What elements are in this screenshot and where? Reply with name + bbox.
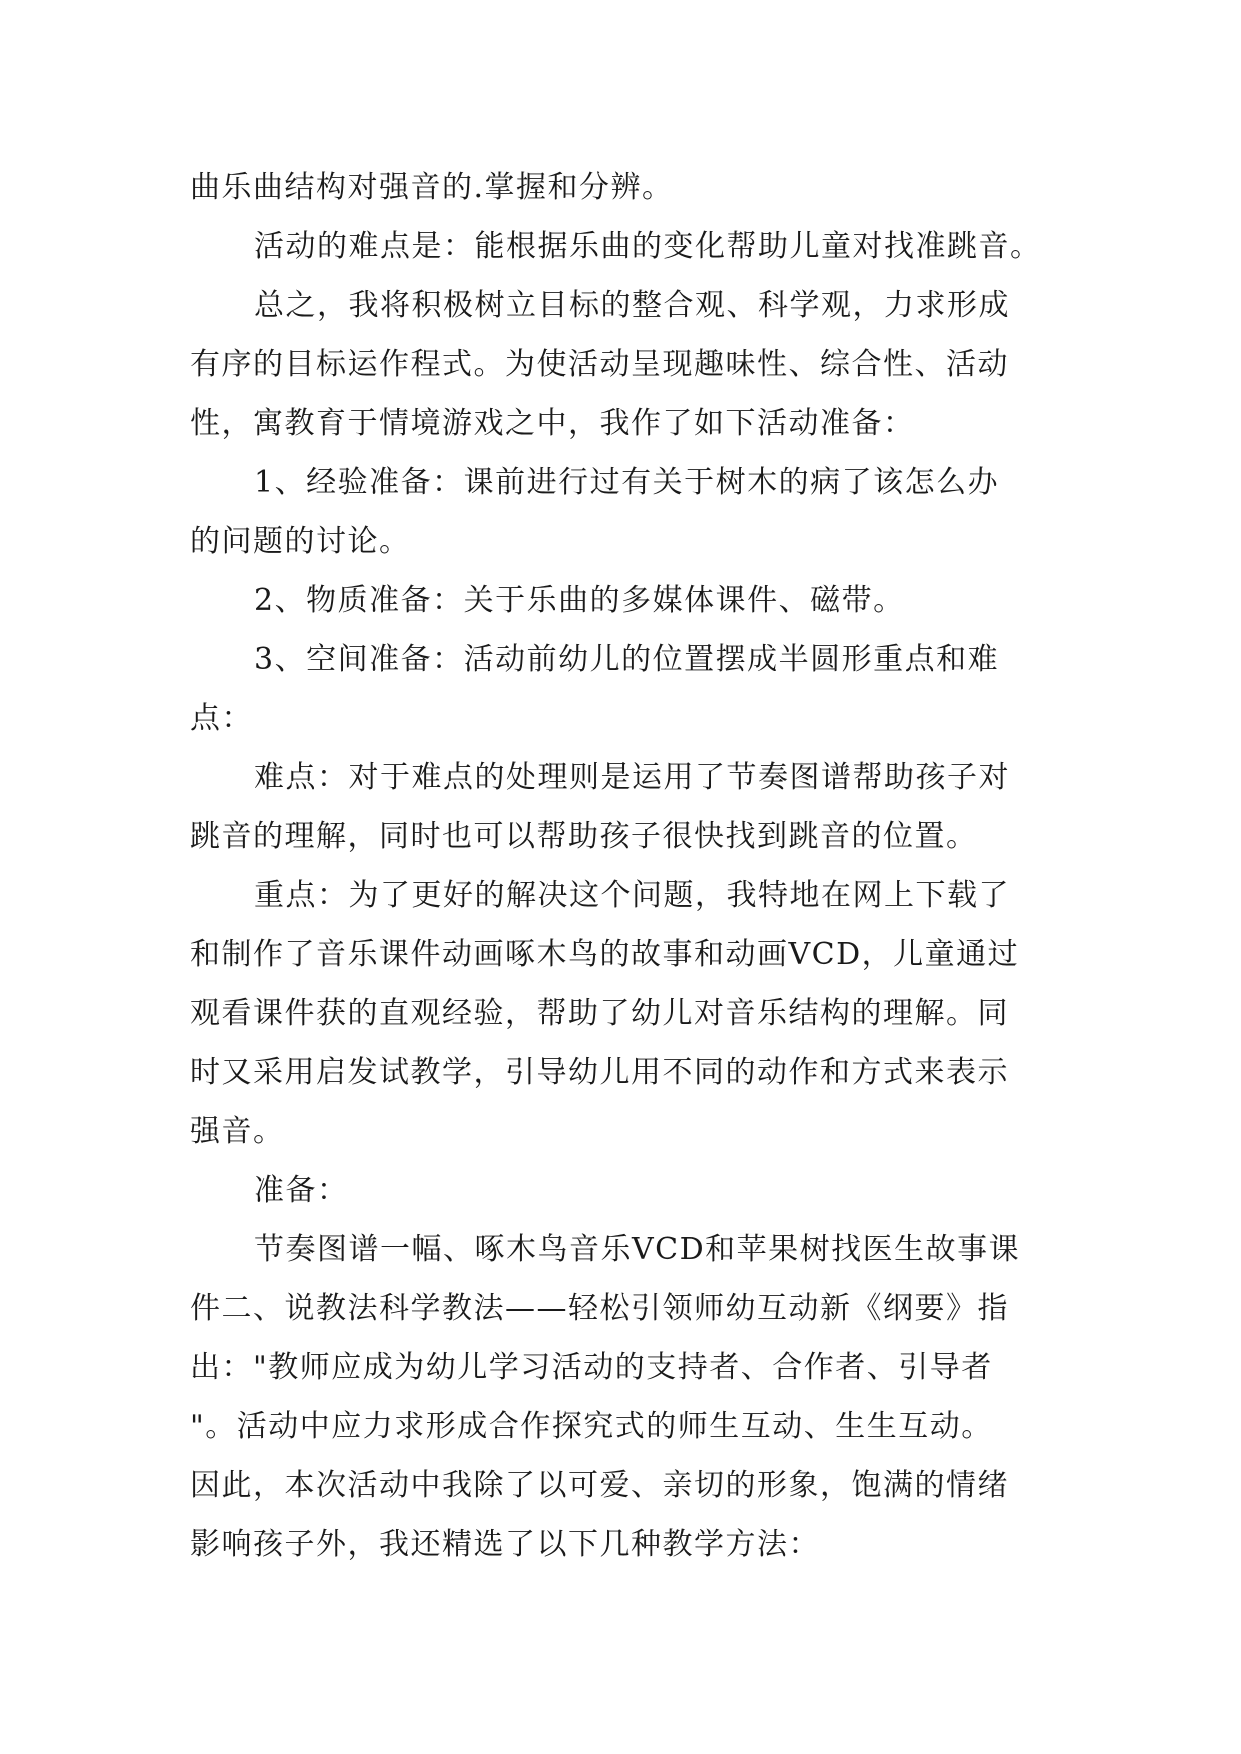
text-line: 影响孩子外，我还精选了以下几种教学方法： bbox=[190, 1527, 820, 1562]
text-line: "。活动中应力求形成合作探究式的师生互动、生生互动。 bbox=[190, 1409, 993, 1444]
text-line: 曲乐曲结构对强音的.掌握和分辨。 bbox=[190, 170, 674, 205]
text-line: 观看课件获的直观经验，帮助了幼儿对音乐结构的理解。同 bbox=[190, 996, 1009, 1031]
text-line: 跳音的理解，同时也可以帮助孩子很快找到跳音的位置。 bbox=[190, 819, 978, 854]
text-line: 难点：对于难点的处理则是运用了节奏图谱帮助孩子对 bbox=[254, 760, 1010, 795]
text-line: 1、经验准备：课前进行过有关于树木的病了该怎么办 bbox=[254, 465, 1000, 500]
text-line: 时又采用启发试教学，引导幼儿用不同的动作和方式来表示 bbox=[190, 1055, 1009, 1090]
text-line: 和制作了音乐课件动画啄木鸟的故事和动画VCD，儿童通过 bbox=[190, 937, 1020, 972]
text-line: 活动的难点是：能根据乐曲的变化帮助儿童对找准跳音。 bbox=[254, 229, 1042, 264]
document-body bbox=[190, 158, 1095, 1574]
text-line: 件二、说教法科学教法——轻松引领师幼互动新《纲要》指 bbox=[190, 1291, 1009, 1326]
text-line: 准备： bbox=[254, 1173, 349, 1208]
text-line: 出："教师应成为幼儿学习活动的支持者、合作者、引导者 bbox=[190, 1350, 993, 1385]
text-line: 重点：为了更好的解决这个问题，我特地在网上下载了 bbox=[254, 878, 1010, 913]
text-line: 的问题的讨论。 bbox=[190, 524, 411, 559]
text-line: 3、空间准备：活动前幼儿的位置摆成半圆形重点和难 bbox=[254, 642, 1000, 677]
text-line: 因此，本次活动中我除了以可爱、亲切的形象，饱满的情绪 bbox=[190, 1468, 1009, 1503]
text-line: 强音。 bbox=[190, 1114, 285, 1149]
text-line: 节奏图谱一幅、啄木鸟音乐VCD和苹果树找医生故事课 bbox=[254, 1232, 1021, 1267]
text-line: 总之，我将积极树立目标的整合观、科学观，力求形成 bbox=[254, 288, 1010, 323]
text-line: 有序的目标运作程式。为使活动呈现趣味性、综合性、活动 bbox=[190, 347, 1009, 382]
text-line: 2、物质准备：关于乐曲的多媒体课件、磁带。 bbox=[254, 583, 905, 618]
text-line: 点： bbox=[190, 701, 253, 736]
text-line: 性，寓教育于情境游戏之中，我作了如下活动准备： bbox=[190, 406, 915, 441]
